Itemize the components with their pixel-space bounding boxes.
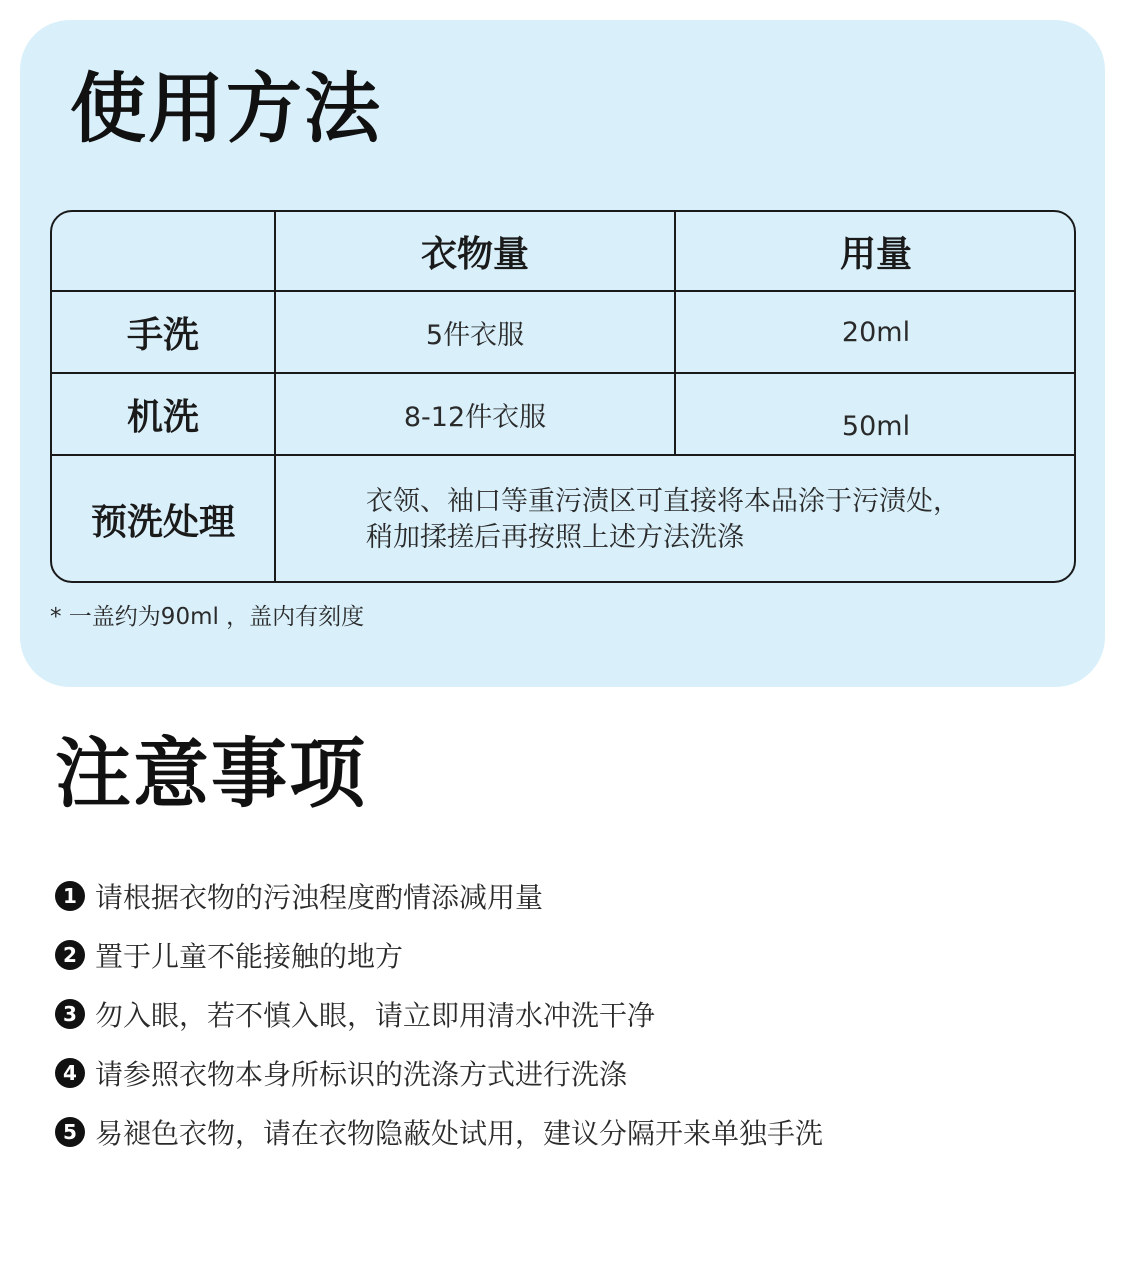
number-badge-icon: 5 — [55, 1117, 85, 1147]
number-badge-icon: 1 — [55, 881, 85, 911]
header-amount: 衣物量 — [420, 233, 529, 275]
note-item — [55, 984, 823, 1043]
note-text: 勿入眼，若不慎入眼，请立即用清水冲洗干净 — [95, 998, 656, 1032]
usage-section — [20, 20, 1105, 687]
header-dosage: 用量 — [839, 233, 912, 275]
note-text: 请参照衣物本身所标识的洗涤方式进行洗涤 — [95, 1057, 628, 1091]
number-badge-icon: 4 — [55, 1058, 85, 1088]
note-text: 置于儿童不能接触的地方 — [95, 939, 404, 973]
hand-wash-dosage: 20ml — [841, 316, 911, 348]
note-item — [55, 1043, 823, 1102]
note-item — [55, 925, 823, 984]
row-label-prewash: 预洗处理 — [90, 502, 235, 543]
note-item — [55, 866, 823, 925]
notes-title: 注意事项 — [55, 729, 367, 818]
prewash-line-2: 稍加揉搓后再按照上述方法洗涤 — [366, 521, 744, 553]
prewash-instructions — [276, 456, 1076, 583]
note-text: 请根据衣物的污浊程度酌情添减用量 — [95, 880, 544, 914]
row-label-hand-wash: 手洗 — [126, 314, 199, 356]
row-label-machine-wash: 机洗 — [126, 396, 199, 438]
number-badge-icon: 2 — [55, 940, 85, 970]
machine-wash-amount: 8-12件衣服 — [403, 401, 547, 433]
capacity-footnote: * 一盖约为90ml ，盖内有刻度 — [50, 604, 365, 630]
usage-table — [50, 210, 1076, 583]
note-item — [55, 1102, 823, 1161]
note-text: 易褪色衣物，请在衣物隐蔽处试用，建议分隔开来单独手洗 — [95, 1116, 824, 1150]
prewash-line-1: 衣领、袖口等重污渍区可直接将本品涂于污渍处， — [366, 485, 960, 517]
hand-wash-amount: 5件衣服 — [425, 319, 525, 351]
number-badge-icon: 3 — [55, 999, 85, 1029]
usage-title: 使用方法 — [70, 64, 382, 153]
machine-wash-dosage: 50ml — [841, 410, 911, 442]
header-empty-cell — [52, 212, 274, 290]
notes-list — [55, 866, 823, 1161]
